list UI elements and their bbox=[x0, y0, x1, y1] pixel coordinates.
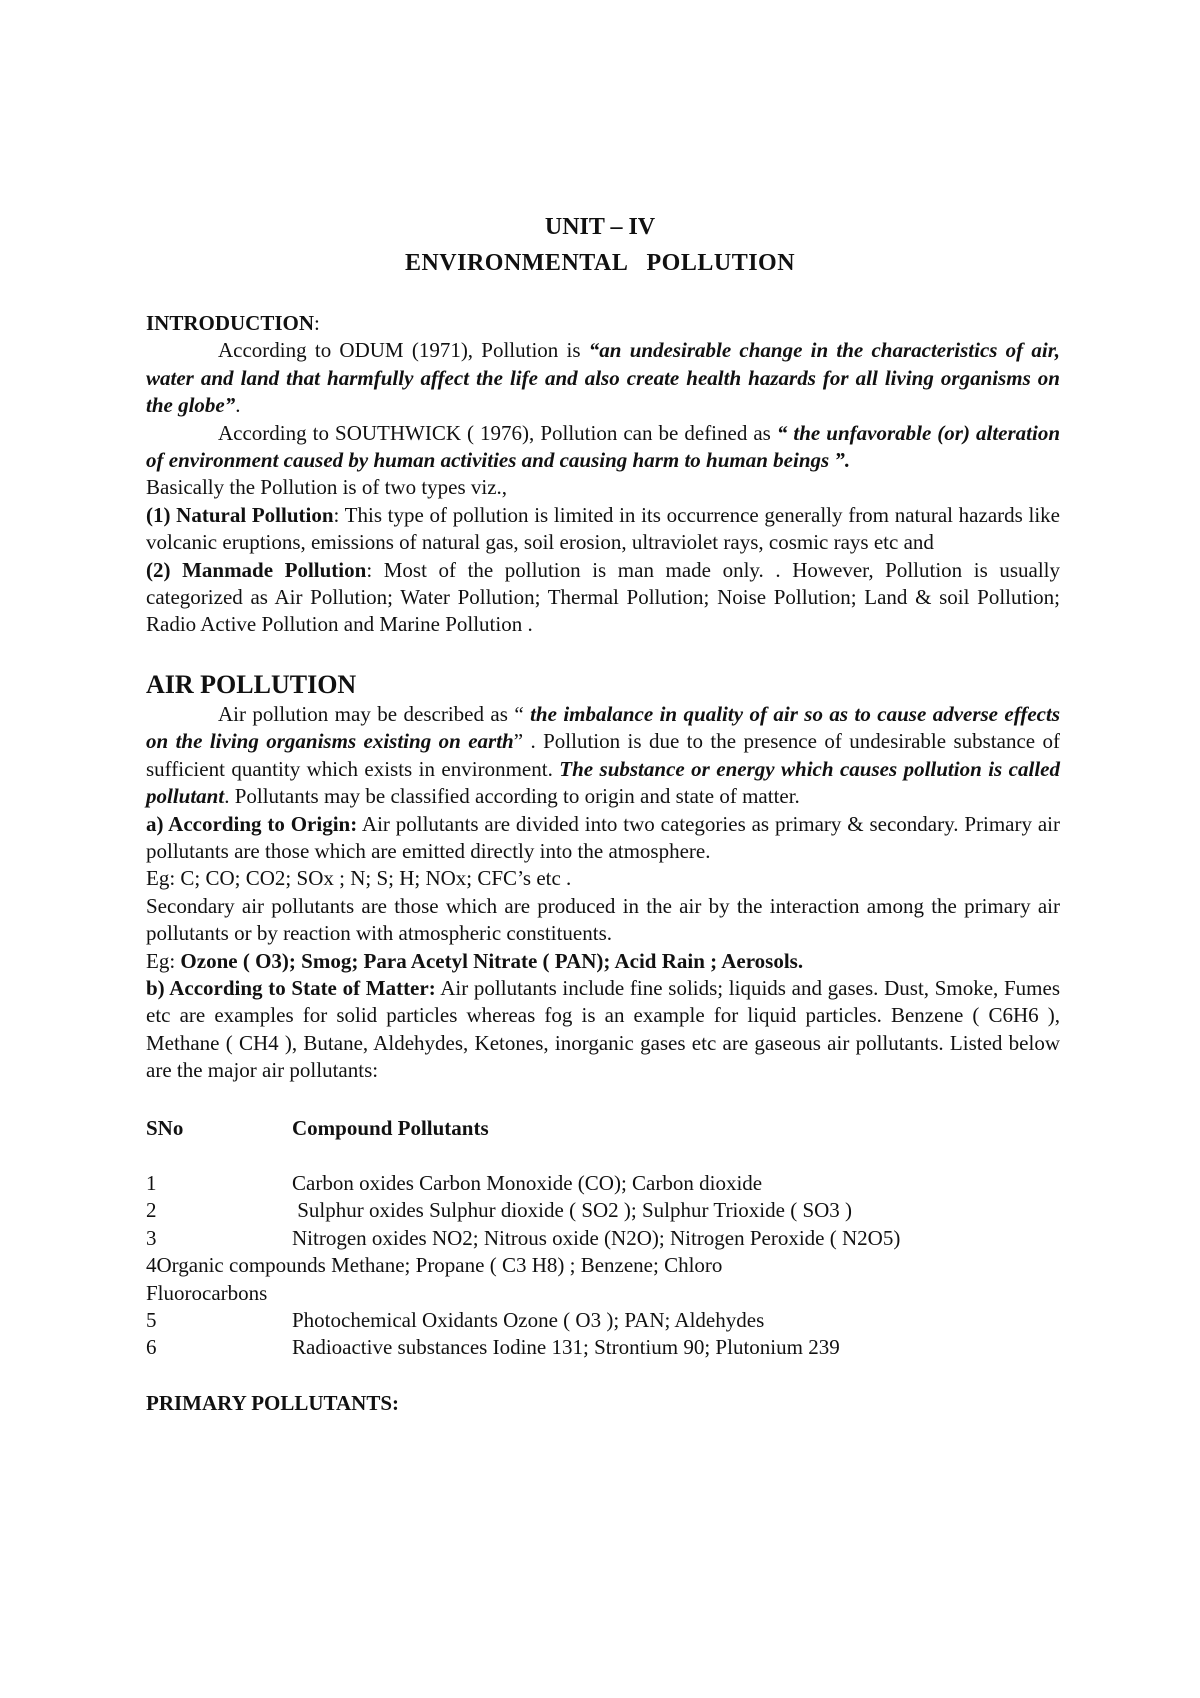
air-pollution-heading: AIR POLLUTION bbox=[146, 669, 357, 699]
unit-title: UNIT – IV bbox=[544, 214, 656, 240]
southwick-pre-text: According to SOUTHWICK ( 1976), Pollution can be defined as bbox=[218, 420, 777, 445]
page-title: ENVIRONMENTAL POLLUTION bbox=[404, 250, 796, 276]
manmade-pollution-label: (2) Manmade Pollution bbox=[146, 557, 367, 582]
according-to-origin-paragraph bbox=[146, 811, 1060, 866]
column-header-compound: Compound Pollutants bbox=[292, 1115, 489, 1140]
pollution-types-intro: Basically the Pollution is of two types viz., bbox=[146, 475, 508, 500]
page-header bbox=[0, 212, 1200, 278]
row-sno: 1 bbox=[146, 1170, 157, 1195]
secondary-examples-list: Ozone ( O3); Smog; Para Acetyl Nitrate ( PAN); Acid Rain ; Aerosols. bbox=[180, 948, 804, 973]
row-sno: 4 bbox=[146, 1253, 157, 1278]
column-header-sno: SNo bbox=[146, 1115, 184, 1140]
natural-pollution-paragraph bbox=[146, 502, 1060, 557]
according-to-state-paragraph bbox=[146, 975, 1060, 1085]
row-compound: Radioactive substances Iodine 131; Strontium 90; Plutonium 239 bbox=[292, 1335, 840, 1360]
table-row bbox=[146, 1225, 1060, 1252]
row-compound: Organic compounds Methane; Propane ( C3 H8) ; Benzene; Chloro bbox=[156, 1253, 723, 1278]
state-label: b) According to State of Matter: bbox=[146, 975, 436, 1000]
table-row bbox=[146, 1307, 1060, 1334]
air-def-quote: the imbalance in quality of air so as to cause adverse effects on the living organisms existing on earth bbox=[146, 701, 1060, 754]
air-def-mid: ” . Pollution is due to the presence of undesirable substance of sufficient quantity which exists in environment. bbox=[146, 729, 1061, 781]
table-row bbox=[146, 1170, 1060, 1197]
table-row bbox=[146, 1252, 1060, 1307]
table-row bbox=[146, 1334, 1060, 1361]
pollutant-definition: The substance or energy which causes pollution is called pollutant bbox=[146, 756, 1060, 809]
secondary-examples-prefix: Eg: bbox=[146, 948, 181, 973]
pollutants-table-header bbox=[146, 1115, 1060, 1142]
primary-pollutants-heading: PRIMARY POLLUTANTS: bbox=[146, 1390, 400, 1415]
introduction-heading bbox=[146, 310, 1060, 337]
odum-definition-paragraph bbox=[146, 337, 1060, 419]
introduction-heading-colon: : bbox=[314, 311, 320, 335]
row-compound: Nitrogen oxides NO2; Nitrous oxide (N2O); Nitrogen Peroxide ( N2O5) bbox=[292, 1225, 901, 1250]
row-sno: 5 bbox=[146, 1308, 157, 1332]
row-sno: 2 bbox=[146, 1198, 157, 1223]
manmade-pollution-text: : Most of the pollution is man made only. . However, Pollution is usually categorized as Air Pollution; Water Pollution; Thermal Pollution; Noise Pollution; Land & soil Pollution; Radio Active Pollution and Marine Pollution . bbox=[146, 557, 1061, 637]
secondary-pollutants-paragraph: Secondary air pollutants are those which are produced in the air by the interaction among the primary air pollutants or by reaction with atmospheric constituents. bbox=[146, 893, 1060, 946]
row-compound: Carbon oxides Carbon Monoxide (CO); Carbon dioxide bbox=[292, 1170, 763, 1195]
row-compound: Photochemical Oxidants Ozone ( O3 ); PAN; Aldehydes bbox=[292, 1308, 765, 1332]
row-compound-continuation: Fluorocarbons bbox=[146, 1280, 268, 1305]
table-row bbox=[146, 1197, 1060, 1224]
origin-text: Air pollutants are divided into two categories as primary & secondary. Primary air pollutants are those which are emitted directly into the atmosphere. bbox=[146, 811, 1060, 863]
air-def-pre: Air pollution may be described as “ bbox=[218, 701, 531, 726]
origin-label: a) According to Origin: bbox=[146, 811, 358, 836]
row-sno: 6 bbox=[146, 1335, 157, 1360]
table-row-first-line bbox=[146, 1252, 1060, 1279]
natural-pollution-label: (1) Natural Pollution bbox=[146, 502, 334, 527]
row-sno: 3 bbox=[146, 1225, 157, 1250]
odum-quote: “an undesirable change in the characteristics of air, water and land that harmfully affect the life and also create health hazards for all living organisms on the globe” bbox=[146, 338, 1061, 418]
odum-pre-text: According to ODUM (1971), Pollution is bbox=[218, 338, 589, 363]
primary-examples: Eg: C; CO; CO2; SOx ; N; S; H; NOx; CFC’s etc . bbox=[146, 866, 572, 891]
state-text: Air pollutants include fine solids; liquids and gases. Dust, Smoke, Fumes etc are examples for solid particles whereas fog is an example for liquid particles. Benzene ( C6H6 ), Methane ( CH4 ), Butane, Aldehydes, Ketones, inorganic gases etc are gaseous air pollutants. Listed below are the major air pollutants: bbox=[146, 975, 1060, 1083]
air-def-end: . Pollutants may be classified according to origin and state of matter. bbox=[224, 784, 800, 809]
odum-end-text: . bbox=[235, 393, 241, 418]
document-body bbox=[146, 310, 1060, 1417]
introduction-heading-label: INTRODUCTION bbox=[146, 311, 315, 335]
pollutants-table-body bbox=[146, 1170, 1060, 1362]
air-pollution-definition-paragraph bbox=[146, 701, 1060, 811]
natural-pollution-text: : This type of pollution is limited in its occurrence generally from natural hazards like volcanic eruptions, emissions of natural gas, soil erosion, ultraviolet rays, cosmic rays etc and bbox=[146, 502, 1060, 555]
row-compound: Sulphur oxides Sulphur dioxide ( SO2 ); Sulphur Trioxide ( SO3 ) bbox=[292, 1198, 853, 1223]
southwick-quote: “ the unfavorable (or) alteration of environment caused by human activities and causing harm to human beings ”. bbox=[146, 420, 1060, 473]
secondary-examples bbox=[146, 948, 1060, 975]
manmade-pollution-paragraph bbox=[146, 557, 1060, 639]
southwick-definition-paragraph bbox=[146, 420, 1060, 475]
